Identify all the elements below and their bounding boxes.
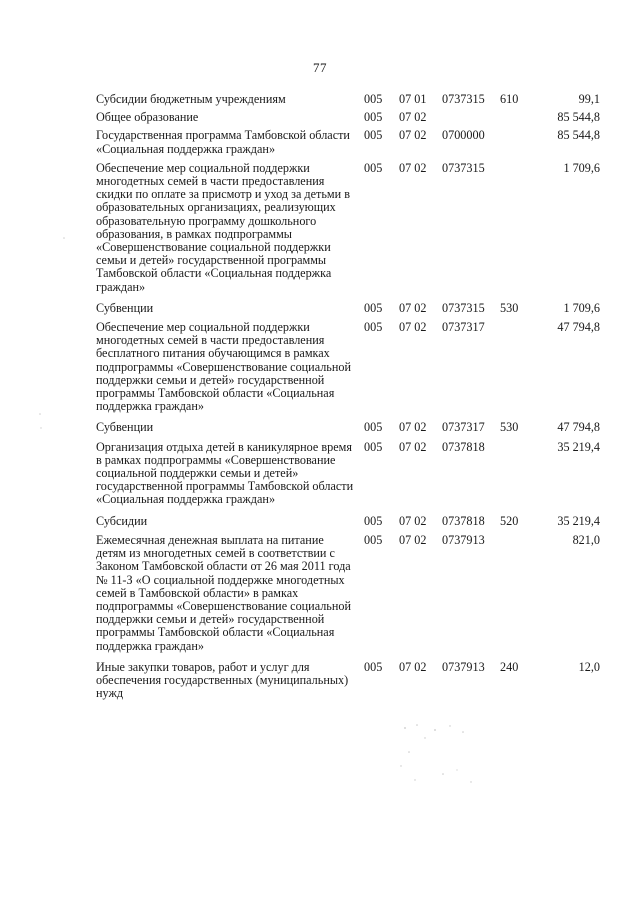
row-description: Общее образование bbox=[96, 110, 199, 125]
table-row bbox=[96, 441, 606, 507]
row-admin-code: 005 bbox=[364, 320, 383, 335]
row-amount: 821,0 bbox=[572, 532, 600, 547]
table-row bbox=[96, 93, 606, 106]
row-admin-code: 005 bbox=[364, 659, 383, 674]
row-admin-code: 005 bbox=[364, 532, 383, 547]
budget-table bbox=[96, 93, 606, 700]
row-description: Субсидии бюджетным учреждениям bbox=[96, 92, 286, 106]
scan-artifact bbox=[395, 722, 485, 792]
row-admin-code: 005 bbox=[364, 128, 383, 143]
row-section-code: 07 02 bbox=[399, 320, 427, 335]
scan-artifact bbox=[60, 234, 70, 244]
row-description: Ежемесячная денежная выплата на питание детям из многодетных семей в соответствии с Законом Тамбовской области от 26 мая 2011 года № 11-З «О социальной поддержке многодетных семей в Тамбовской области» в рамках подпрограммы «Совершенствование социальной поддержки семьи и детей» государственной программы Тамбовской области «Социальная поддержка граждан» bbox=[96, 532, 352, 653]
row-section-code: 07 02 bbox=[399, 110, 427, 125]
row-description: Государственная программа Тамбовской области «Социальная поддержка граждан» bbox=[96, 128, 350, 156]
row-amount: 99,1 bbox=[578, 92, 600, 106]
row-admin-code: 005 bbox=[364, 110, 383, 125]
table-row bbox=[96, 515, 606, 528]
row-admin-code: 005 bbox=[364, 439, 383, 454]
row-section-code: 07 02 bbox=[399, 128, 427, 143]
row-article-code: 0737315 bbox=[442, 300, 485, 315]
row-article-code: 0737317 bbox=[442, 420, 485, 435]
row-admin-code: 005 bbox=[364, 92, 383, 106]
table-row bbox=[96, 321, 606, 413]
row-amount: 47 794,8 bbox=[557, 320, 600, 335]
page-number: 77 bbox=[313, 60, 327, 75]
table-row bbox=[96, 421, 606, 434]
row-amount: 1 709,6 bbox=[563, 160, 600, 175]
row-amount: 12,0 bbox=[578, 659, 600, 674]
row-description: Субвенции bbox=[96, 420, 154, 435]
row-article-code: 0700000 bbox=[442, 128, 485, 143]
row-expense-type: 240 bbox=[500, 659, 519, 674]
row-section-code: 07 01 bbox=[399, 92, 427, 106]
row-section-code: 07 02 bbox=[399, 659, 427, 674]
row-amount: 85 544,8 bbox=[557, 110, 600, 125]
row-admin-code: 005 bbox=[364, 300, 383, 315]
row-expense-type: 530 bbox=[500, 420, 519, 435]
row-article-code: 0737818 bbox=[442, 439, 485, 454]
row-section-code: 07 02 bbox=[399, 420, 427, 435]
row-description: Организация отдыха детей в каникулярное время в рамках подпрограммы «Совершенствование социальной поддержки семьи и детей» государственной программы Тамбовской области «Социальная поддержка граждан» bbox=[96, 439, 354, 507]
table-row bbox=[96, 302, 606, 315]
row-article-code: 0737317 bbox=[442, 320, 485, 335]
row-article-code: 0737315 bbox=[442, 92, 485, 106]
row-description: Обеспечение мер социальной поддержки многодетных семей в части предоставления скидки по оплате за присмотр и уход за детьми в образовательных организациях, реализующих образовательную программу дошкольного образования, в рамках подпрограммы «Совершенствование социальной поддержки семьи и детей» государственной программы Тамбовской области «Социальная поддержка граждан» bbox=[96, 160, 350, 294]
row-admin-code: 005 bbox=[364, 160, 383, 175]
row-section-code: 07 02 bbox=[399, 532, 427, 547]
row-expense-type: 530 bbox=[500, 300, 519, 315]
row-section-code: 07 02 bbox=[399, 300, 427, 315]
row-amount: 85 544,8 bbox=[557, 128, 600, 143]
row-amount: 47 794,8 bbox=[557, 420, 600, 435]
row-description: Обеспечение мер социальной поддержки многодетных семей в части предоставления бесплатного питания обучающимся в рамках подпрограммы «Совершенствование социальной поддержки семьи и детей» государственной программы Тамбовской области «Социальная поддержка граждан» bbox=[96, 320, 352, 414]
table-row bbox=[96, 534, 606, 653]
row-expense-type: 520 bbox=[500, 513, 519, 528]
table-row bbox=[96, 162, 606, 294]
table-row bbox=[96, 661, 606, 701]
row-amount: 35 219,4 bbox=[557, 439, 600, 454]
row-admin-code: 005 bbox=[364, 420, 383, 435]
table-row bbox=[96, 129, 606, 155]
row-admin-code: 005 bbox=[364, 513, 383, 528]
row-article-code: 0737818 bbox=[442, 513, 485, 528]
row-article-code: 0737913 bbox=[442, 659, 485, 674]
row-description: Субсидии bbox=[96, 513, 148, 528]
row-amount: 35 219,4 bbox=[557, 513, 600, 528]
row-section-code: 07 02 bbox=[399, 439, 427, 454]
row-description: Субвенции bbox=[96, 300, 154, 315]
row-description: Иные закупки товаров, работ и услуг для обеспечения государственных (муниципальных) нужд bbox=[96, 659, 349, 701]
table-row bbox=[96, 111, 606, 124]
row-amount: 1 709,6 bbox=[563, 300, 600, 315]
row-section-code: 07 02 bbox=[399, 513, 427, 528]
scan-artifact bbox=[36, 410, 46, 440]
row-section-code: 07 02 bbox=[399, 160, 427, 175]
row-article-code: 0737315 bbox=[442, 160, 485, 175]
row-expense-type: 610 bbox=[500, 92, 519, 106]
row-article-code: 0737913 bbox=[442, 532, 485, 547]
